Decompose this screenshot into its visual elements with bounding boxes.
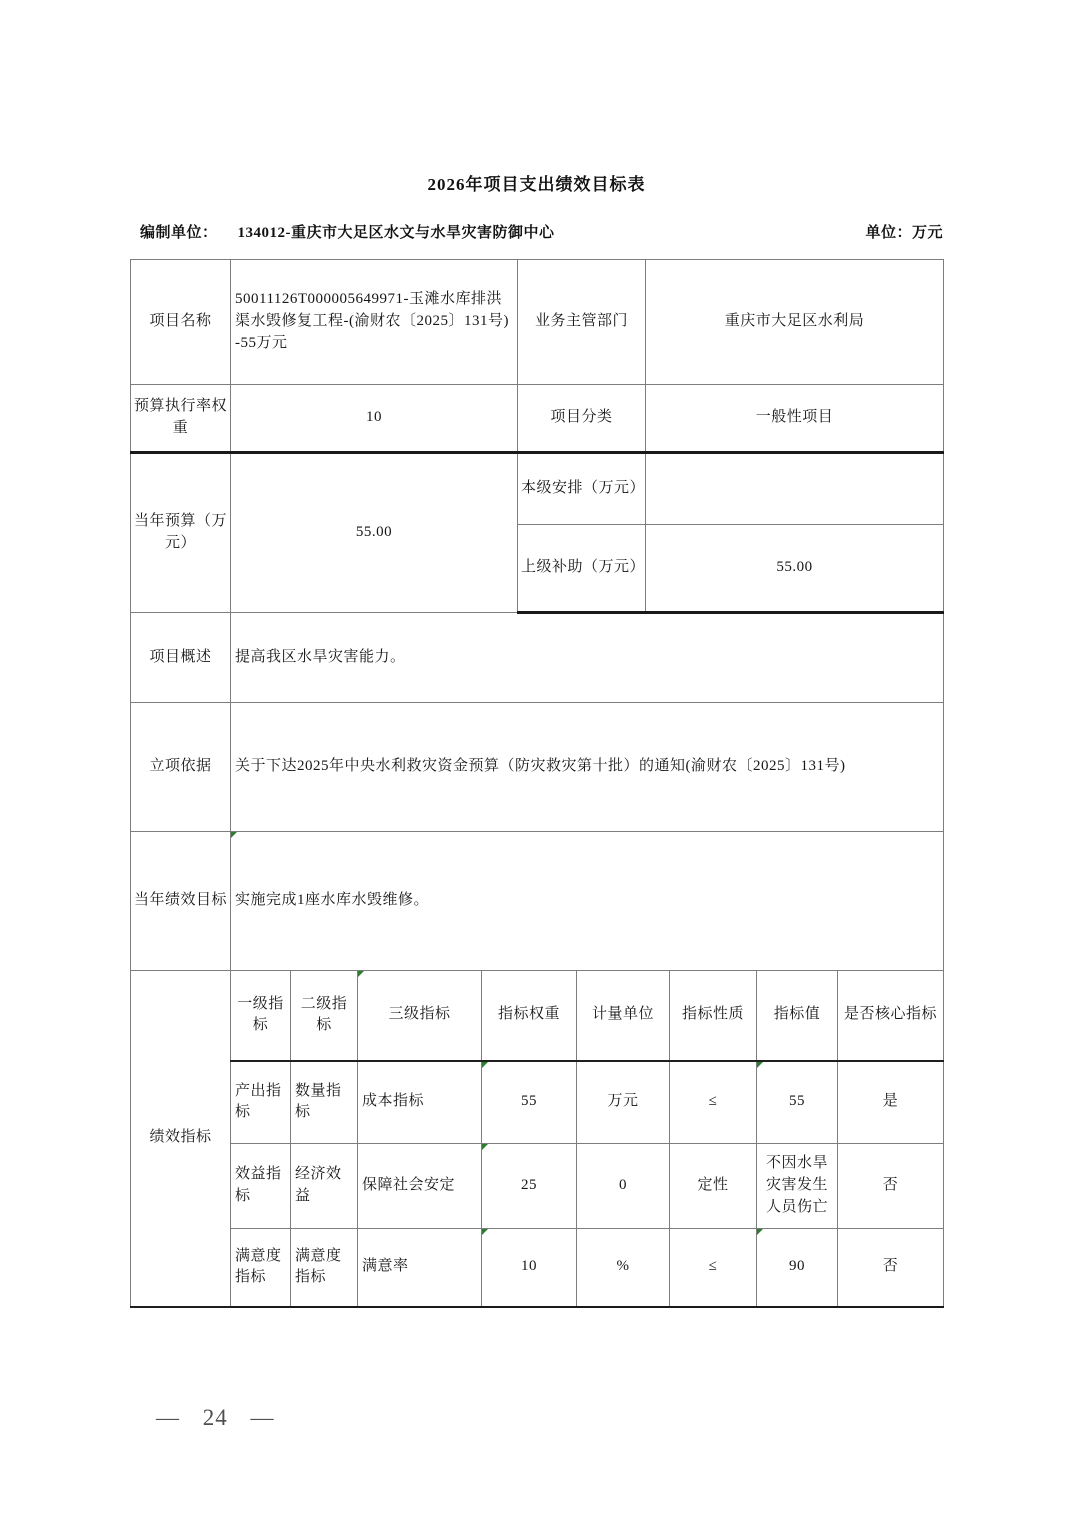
meta-row <box>130 221 943 242</box>
cell-corner-marker <box>482 1062 488 1068</box>
cell-target-value <box>757 1229 838 1307</box>
cell-core: 是 <box>838 1061 944 1144</box>
cell-budget-label: 当年预算（万元） <box>131 453 231 613</box>
cell-nature: 定性 <box>670 1144 757 1229</box>
table-row <box>131 832 944 971</box>
cell-dept-label: 业务主管部门 <box>518 260 646 385</box>
report-body <box>130 170 943 1308</box>
cell-core: 否 <box>838 1144 944 1229</box>
cell-level1: 满意度指标 <box>231 1229 291 1307</box>
cell-weight <box>482 1229 577 1307</box>
col-header-level3 <box>358 971 482 1061</box>
cell-corner-marker <box>358 971 364 977</box>
cell-exec-weight-value: 10 <box>231 385 518 453</box>
cell-unit: 0 <box>577 1144 670 1229</box>
cell-level2: 数量指标 <box>291 1061 358 1144</box>
cell-target-value <box>757 1061 838 1144</box>
cell-weight <box>482 1144 577 1229</box>
cell-level3: 满意率 <box>358 1229 482 1307</box>
table-row <box>131 260 944 385</box>
col-header-nature: 指标性质 <box>670 971 757 1061</box>
cell-upper-subsidy-label: 上级补助（万元） <box>518 525 646 613</box>
cell-weight-text: 25 <box>521 1177 537 1194</box>
annual-goal-text: 实施完成1座水库水毁维修。 <box>235 892 430 909</box>
cell-category-label: 项目分类 <box>518 385 646 453</box>
table-row <box>131 385 944 453</box>
indicator-row <box>131 1229 944 1307</box>
cell-weight <box>482 1061 577 1144</box>
cell-basis-label: 立项依据 <box>131 703 231 832</box>
table-row <box>131 453 944 525</box>
page-number: — 24 — <box>156 1405 275 1430</box>
indicator-table <box>130 970 944 1308</box>
cell-corner-marker <box>231 832 237 838</box>
cell-exec-weight-label: 预算执行率权重 <box>131 385 231 453</box>
cell-upper-subsidy-value: 55.00 <box>646 525 944 613</box>
cell-unit: 万元 <box>577 1061 670 1144</box>
col-header-unit: 计量单位 <box>577 971 670 1061</box>
cell-overview-value: 提高我区水旱灾害能力。 <box>231 613 944 703</box>
col-header-value: 指标值 <box>757 971 838 1061</box>
col-header-core: 是否核心指标 <box>838 971 944 1061</box>
col-header-level3-text: 三级指标 <box>388 1006 451 1023</box>
cell-corner-marker <box>482 1144 488 1150</box>
cell-budget-value: 55.00 <box>231 453 518 613</box>
cell-indicator-section-label: 绩效指标 <box>131 971 231 1307</box>
indicator-header-row <box>131 971 944 1061</box>
cell-weight-text: 55 <box>521 1093 537 1110</box>
cell-corner-marker <box>757 1062 763 1068</box>
cell-category-value: 一般性项目 <box>646 385 944 453</box>
cell-target-value-text: 55 <box>789 1093 805 1110</box>
cell-local-arrange-value <box>646 453 944 525</box>
prepared-by-value: 134012-重庆市大足区水文与水旱灾害防御中心 <box>237 225 555 241</box>
cell-target-value: 不因水旱灾害发生人员伤亡 <box>757 1144 838 1229</box>
cell-level1: 产出指标 <box>231 1061 291 1144</box>
project-info-table <box>130 259 944 971</box>
table-row <box>131 613 944 703</box>
cell-target-value-text: 90 <box>789 1258 805 1275</box>
cell-level3: 成本指标 <box>358 1061 482 1144</box>
cell-level2: 满意度指标 <box>291 1229 358 1307</box>
cell-dept-value: 重庆市大足区水利局 <box>646 260 944 385</box>
cell-nature: ≤ <box>670 1229 757 1307</box>
cell-overview-label: 项目概述 <box>131 613 231 703</box>
cell-corner-marker <box>757 1229 763 1235</box>
cell-weight-text: 10 <box>521 1258 537 1275</box>
col-header-level2: 二级指标 <box>291 971 358 1061</box>
cell-level1: 效益指标 <box>231 1144 291 1229</box>
prepared-by <box>130 221 555 242</box>
cell-basis-value: 关于下达2025年中央水利救灾资金预算（防灾救灾第十批）的通知(渝财农〔2025〕131号) <box>231 703 944 832</box>
col-header-level1: 一级指标 <box>231 971 291 1061</box>
unit-label: 单位：万元 <box>865 225 943 241</box>
cell-local-arrange-label: 本级安排（万元） <box>518 453 646 525</box>
table-row <box>131 703 944 832</box>
cell-level2: 经济效益 <box>291 1144 358 1229</box>
cell-core: 否 <box>838 1229 944 1307</box>
cell-annual-goal-label: 当年绩效目标 <box>131 832 231 971</box>
cell-corner-marker <box>482 1229 488 1235</box>
col-header-weight: 指标权重 <box>482 971 577 1061</box>
indicator-row <box>131 1061 944 1144</box>
page-title: 2026年项目支出绩效目标表 <box>427 175 646 194</box>
prepared-by-label: 编制单位： <box>140 225 218 241</box>
cell-project-name-label: 项目名称 <box>131 260 231 385</box>
cell-level3: 保障社会安定 <box>358 1144 482 1229</box>
cell-unit: % <box>577 1229 670 1307</box>
indicator-row <box>131 1144 944 1229</box>
cell-annual-goal-value <box>231 832 944 971</box>
cell-project-name-value: 50011126T000005649971-玉滩水库排洪渠水毁修复工程-(渝财农〔2025〕131号)-55万元 <box>231 260 518 385</box>
cell-nature: ≤ <box>670 1061 757 1144</box>
